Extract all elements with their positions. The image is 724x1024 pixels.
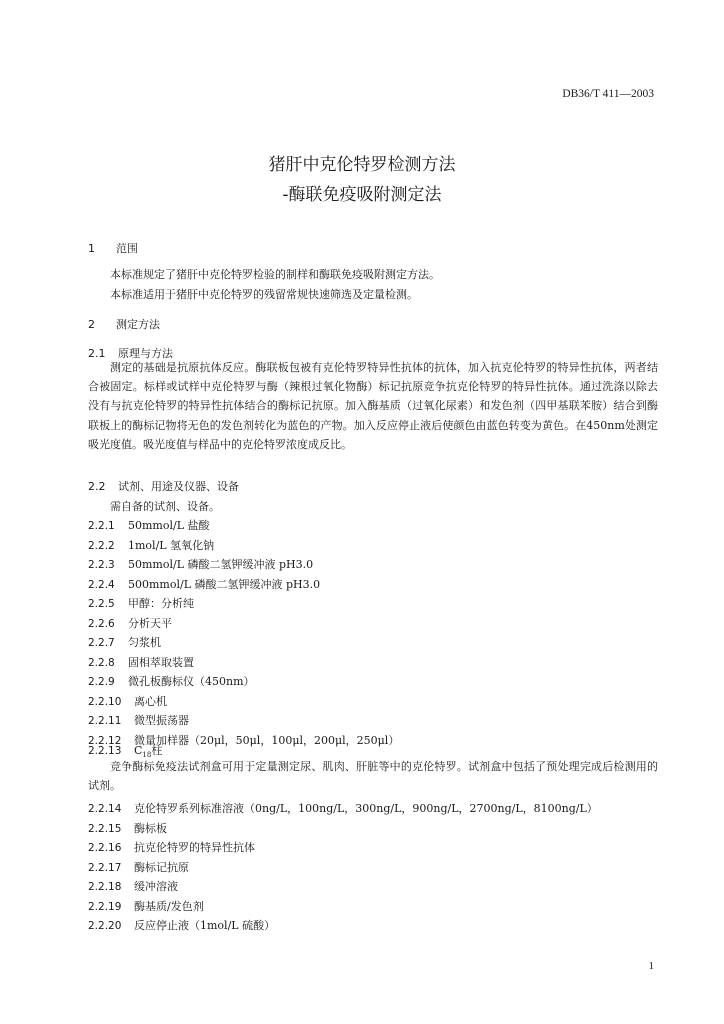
- item-text: 微孔板酶标仪（450nm）: [128, 675, 255, 688]
- section-2-2-intro: 需自备的试剂、设备。: [110, 500, 220, 513]
- item-number: 2.2.16: [88, 842, 122, 854]
- list-item: [88, 917, 275, 933]
- list-item: [88, 595, 194, 611]
- section-title: 原理与方法: [118, 347, 173, 360]
- item-number: 2.2.17: [88, 861, 122, 874]
- item-text: 酶标板: [134, 821, 167, 835]
- list-item: [88, 634, 161, 650]
- section-2-heading: [88, 316, 160, 332]
- document-title-line2: -酶联免疫吸附测定法: [282, 185, 442, 205]
- item-text: $C_{18}$柱: [134, 744, 163, 760]
- section-title: 范围: [116, 242, 138, 255]
- item-text: 甲醇：分析纯: [128, 597, 194, 610]
- item-number: 2.2.5: [88, 598, 115, 610]
- section-2-1-body: 测定的基础是抗原抗体反应。酶联板包被有克伦特罗特异性抗体的抗体，加入抗克伦特罗的特异性抗体，两者结合被固定。标样或试样中克伦特罗与酶（辣根过氧化物酶）标记抗原竞争抗克伦特罗的特异性抗体。通过洗涤以除去没有与抗克伦特罗的特异性抗体结合的酶标记抗原。加入酶基质（过氧化尿素）和发色剂（四甲基联苯胺）结合到酶联板上的酶标记物将无色的发色剂转化为蓝色的产物。加入反应停止液后使颜色由蓝色转变为黄色。在450nm处测定吸光度值。吸光度值与样品中的克伦特罗浓度成反比。: [88, 361, 658, 451]
- item-text: 缓冲溶液: [134, 880, 178, 893]
- section-number: 1: [88, 242, 95, 255]
- item-text: 反应停止液（1mol/L 硫酸）: [134, 919, 276, 932]
- list-item: [88, 517, 210, 533]
- item-number: 2.2.15: [88, 822, 122, 835]
- list-item: [88, 693, 167, 709]
- item-number: 2.2.2: [88, 539, 115, 552]
- section-number: 2.1: [88, 347, 106, 360]
- item-text: 50mmol/L 盐酸: [128, 519, 210, 532]
- section-2-2-heading: [88, 478, 239, 494]
- item-number: 2.2.6: [88, 617, 115, 630]
- item-number: 2.2.3: [88, 559, 115, 571]
- list-item: [88, 537, 214, 553]
- item-number: 2.2.4: [88, 578, 115, 591]
- item-text: 1mol/L 氢氧化钠: [128, 538, 215, 552]
- item-number: 2.2.11: [88, 715, 122, 727]
- item-text: 酶标记抗原: [134, 860, 189, 874]
- section-1-heading: [88, 240, 138, 256]
- item-text: 固相萃取装置: [128, 655, 194, 669]
- list-item: [88, 712, 189, 728]
- list-item: [88, 576, 320, 592]
- list-item: [88, 673, 255, 689]
- list-item: [88, 878, 178, 894]
- item-text: 匀浆机: [128, 636, 161, 649]
- item-number: 2.2.7: [88, 637, 115, 649]
- item-number: 2.2.14: [88, 803, 122, 815]
- list-item: [88, 898, 204, 914]
- section-number: 2.2: [88, 480, 106, 493]
- item-text: 克伦特罗系列标准溶液（0ng/L，100ng/L，300ng/L，900ng/L，2700ng/L，8100ng/L）: [134, 802, 598, 815]
- page-number: 1: [648, 960, 654, 972]
- item-text: 50mmol/L 磷酸二氢钾缓冲液 pH3.0: [128, 558, 314, 571]
- item-number: 2.2.20: [88, 920, 122, 932]
- item-text: 分析天平: [128, 616, 172, 630]
- list-item: [88, 820, 167, 836]
- item-number: 2.2.13: [88, 745, 122, 757]
- item-number: 2.2.9: [88, 676, 115, 688]
- item-number: 2.2.18: [88, 881, 122, 893]
- item-number: 2.2.12: [88, 734, 122, 747]
- section-1-paragraph-1: 本标准规定了猪肝中克伦特罗检验的制样和酶联免疫吸附测定方法。: [110, 268, 440, 281]
- item-text: 抗克伦特罗的特异性抗体: [134, 841, 255, 854]
- list-item: [88, 615, 172, 631]
- item-text: 500mmol/L 磷酸二氢钾缓冲液 pH3.0: [128, 577, 321, 591]
- item-number: 2.2.8: [88, 656, 115, 669]
- document-title-line1: 猪肝中克伦特罗检测方法: [268, 155, 456, 175]
- list-item: [88, 654, 194, 670]
- item-number: 2.2.1: [88, 520, 115, 532]
- list-item: [88, 839, 255, 855]
- section-title: 测定方法: [116, 318, 160, 331]
- document-code: DB36/T 411—2003: [562, 88, 654, 100]
- item-text: 微量加样器（20μl，50μl，100μl，200μl，250μl）: [134, 733, 400, 747]
- item-text: 离心机: [134, 694, 167, 708]
- section-number: 2: [88, 318, 95, 331]
- kit-paragraph: 竞争酶标免疫法试剂盒可用于定量测定尿、肌肉、肝脏等中的克伦特罗。试剂盒中包括了预处理完成后检测用的试剂。: [88, 760, 658, 793]
- list-item: [88, 800, 598, 816]
- section-title: 试剂、用途及仪器、设备: [118, 480, 239, 493]
- item-text: 微型振荡器: [134, 714, 189, 727]
- item-number: 2.2.19: [88, 900, 122, 913]
- section-1-paragraph-2: 本标准适用于猪肝中克伦特罗的残留常规快速筛选及定量检测。: [110, 288, 418, 301]
- item-number: 2.2.10: [88, 695, 122, 708]
- list-item: [88, 556, 313, 572]
- item-text: 酶基质/发色剂: [134, 899, 204, 913]
- list-item: [88, 859, 189, 875]
